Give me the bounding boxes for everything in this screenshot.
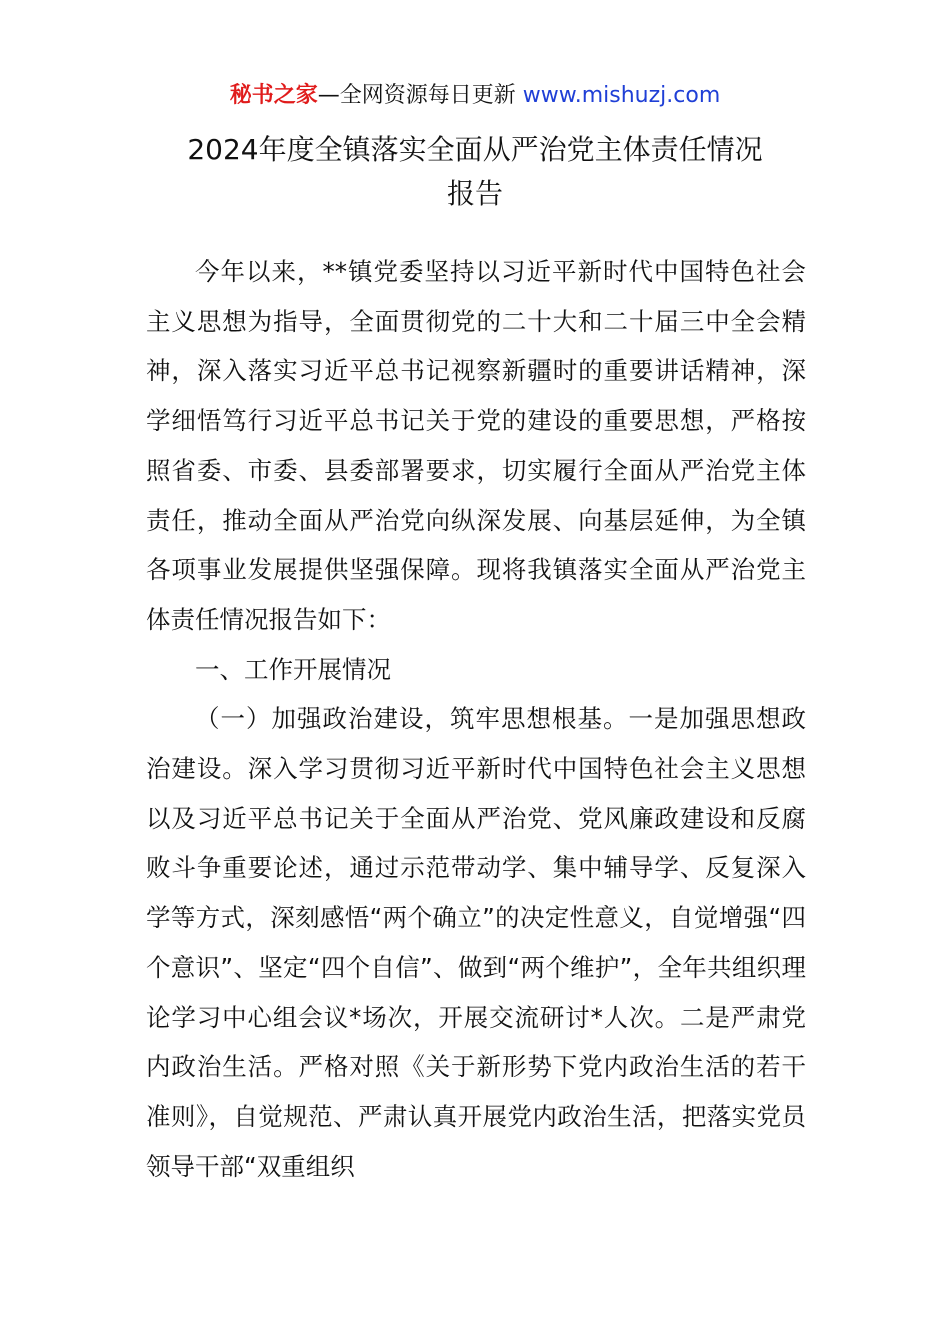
intro-paragraph: 今年以来，**镇党委坚持以习近平新时代中国特色社会主义思想为指导，全面贯彻党的二十大和二十届三中全会精神，深入落实习近平总书记视察新疆时的重要讲话精神，深学细悟笃行习近平总书记关于党的建设的重要思想，严格按照省委、市委、县委部署要求，切实履行全面从严治党主体责任，推动全面从严治党向纵深发展、向基层延伸，为全镇各项事业发展提供坚强保障。现将我镇落实全面从严治党主体责任情况报告如下： <box>146 257 806 634</box>
site-tagline: —全网资源每日更新 <box>317 83 523 108</box>
section-paragraph: （一）加强政治建设，筑牢思想根基。一是加强思想政治建设。深入学习贯彻习近平新时代中国特色社会主义思想以及习近平总书记关于全面从严治党、党风廉政建设和反腐败斗争重要论述，通过示范带动学、集中辅导学、反复深入学等方式，深刻感悟“两个确立”的决定性意义，自觉增强“四个意识”、坚定“四个自信”、做到“两个维护”，全年共组织理论学习中心组会议*场次，开展交流研讨*人次。二是严肃党内政治生活。严格对照《关于新形势下党内政治生活的若干准则》，自觉规范、严肃认真开展党内政治生活，把落实党员领导干部“双重组织 <box>146 704 806 1181</box>
document-title-line2: 报告 <box>446 177 503 210</box>
section-heading: 一、工作开展情况 <box>195 654 391 684</box>
site-url[interactable]: www.mishuzj.com <box>522 83 721 108</box>
document-body <box>146 247 806 1191</box>
site-brand: 秘书之家 <box>229 83 318 108</box>
document-title <box>75 128 875 216</box>
site-header <box>0 80 950 112</box>
document-title-line1: 2024年度全镇落实全面从严治党主体责任情况 <box>187 133 763 166</box>
